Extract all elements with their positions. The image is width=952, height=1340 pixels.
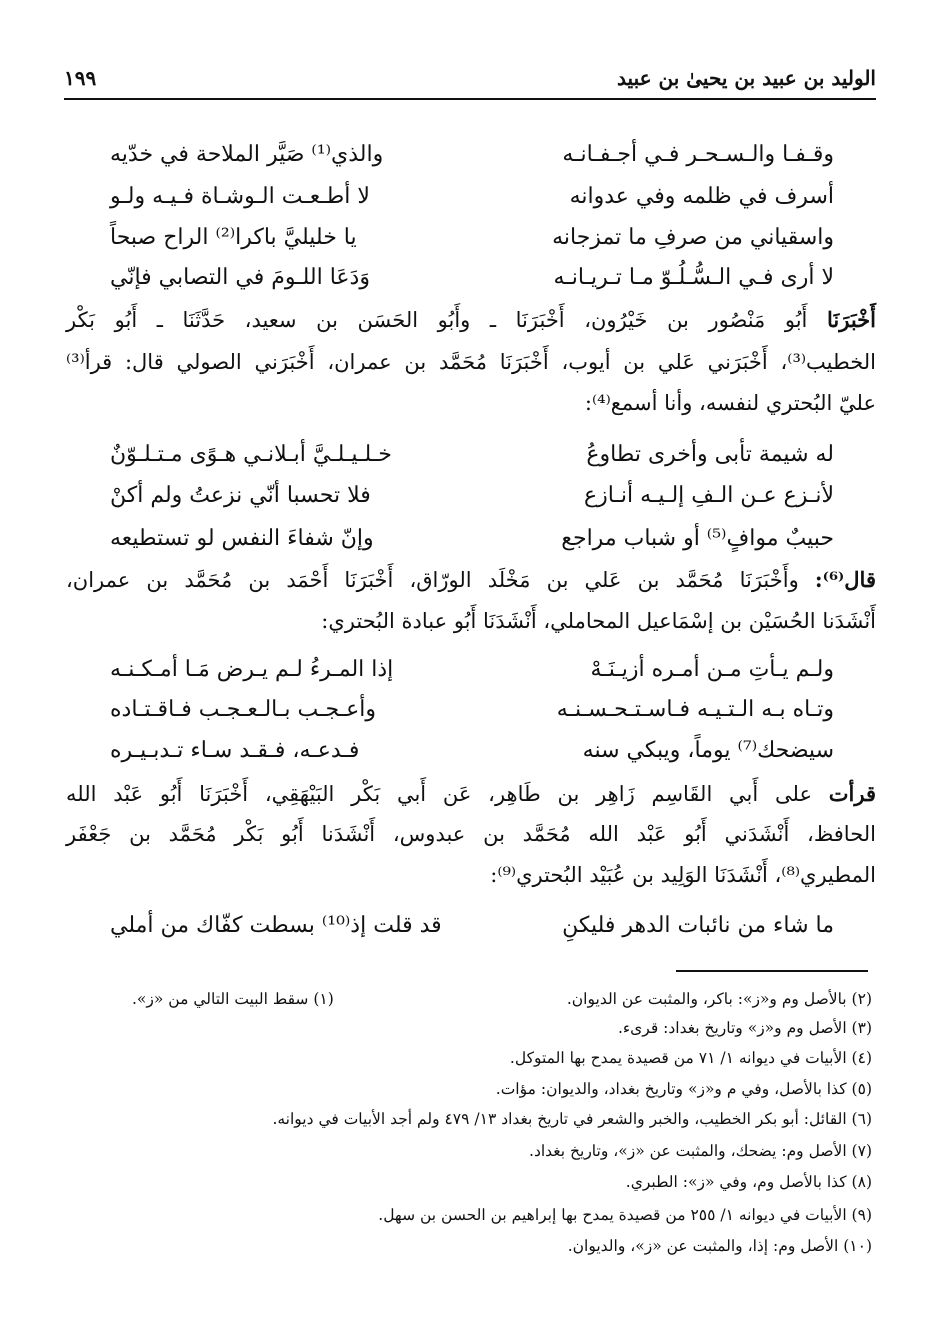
prose-text: على أَبي القَاسِم زَاهِر بن طَاهِر، عَن أَبي بَكْر البَيْهَقِي، أَخْبَرَنَا أَبُو عَبْد الله — [66, 782, 812, 806]
footnote: (٨) كذا بالأصل وم، وفي «ز»: الطبري. — [625, 1173, 872, 1191]
prose-line — [66, 561, 876, 599]
verse-second-hemistich: وقـفـا والـسـحـر فـي أجـفـانـه — [562, 141, 834, 167]
prose-line: أَنْشَدَنا الحُسَيْن بن إسْمَاعيل المحاملي، أَنْشَدَنَا أَبُو عبادة البُحتري: — [321, 609, 876, 633]
footnote: (٧) الأصل وم: يضحك، والمثبت عن «ز»، وتاريخ بغداد. — [529, 1142, 872, 1160]
verse-second-hemistich: سيضحك⁽⁷⁾ يوماً، ويبكي سنه — [582, 737, 834, 763]
prose-line: الحافظ، أَنْشَدَني أَبُو عَبْد الله مُحَمَّد بن عبدوس، أَنْشَدَنا أَبُو بَكْر مُحَمَّد بن جَعْفَر — [66, 822, 876, 846]
verse-first-hemistich: وأعـجـب بـالـعـجـب فـاقـتـاده — [110, 696, 377, 722]
verse-second-hemistich: واسقياني من صرفِ ما تمزجانه — [552, 224, 834, 250]
running-title: الوليد بن عبيد بن يحيىٰ بن عبيد — [617, 66, 876, 90]
verse-line — [110, 730, 834, 770]
footnote: (٢) بالأصل وم و«ز»: باكر، والمثبت عن الديوان. — [566, 990, 872, 1008]
running-header — [64, 60, 876, 96]
verse-first-hemistich: وإنّ شفاءَ النفس لو تستطيعه — [110, 525, 374, 551]
verse-first-hemistich: إذا المـرءُ لـم يـرض مَـا أمـكـنـه — [110, 656, 394, 682]
prose-line: عليّ البُحتري لنفسه، وأنا أسمع⁽⁴⁾: — [584, 391, 876, 415]
verse-line — [110, 649, 834, 689]
verse-line — [110, 518, 834, 558]
verse-line — [110, 689, 834, 729]
prose-text: أَبُو مَنْصُور بن خَيْرُون، أَخْبَرَنَا ـ وأَبُو الحَسَن بن سعيد، حَدَّثَنَا ـ أَبُو بَكْر — [66, 308, 808, 332]
verse-second-hemistich: حبيبٌ موافٍ⁽⁵⁾ أو شباب مراجع — [561, 525, 834, 551]
verse-second-hemistich: أسرف في ظلمه وفي عدوانه — [569, 183, 834, 209]
verse-second-hemistich: ما شاء من نائبات الدهر فليكنِ — [562, 912, 834, 938]
footnote: (٤) الأبيات في ديوانه ١/ ٧١ من قصيدة يمدح بها المتوكل. — [509, 1049, 872, 1067]
narration-keyword: أَخْبَرَنَا — [827, 307, 876, 332]
page-number: ١٩٩ — [64, 66, 97, 90]
verse-second-hemistich: له شيمة تأبى وأخرى تطاوعُ — [586, 441, 834, 467]
verse-first-hemistich: لا أطـعـت الـوشـاة فـيـه ولـو — [110, 183, 370, 209]
footnote-rule — [676, 970, 868, 972]
verse-first-hemistich: وَدَعَا اللـومَ في التصابي فإنّي — [110, 264, 370, 290]
footnote-row — [132, 987, 872, 1011]
footnote: (٩) الأبيات في ديوانه ١/ ٢٥٥ من قصيدة يمدح بها إبراهيم بن الحسن بن سهل. — [378, 1206, 872, 1224]
prose-line — [66, 775, 876, 813]
narration-keyword: قرأت — [828, 781, 876, 806]
footnote: (٥) كذا بالأصل، وفي م و«ز» وتاريخ بغداد، والديوان: مؤات. — [495, 1080, 872, 1098]
verse-first-hemistich: فلا تحسبا أنّي نزعتُ ولم أكنْ — [110, 482, 371, 508]
verse-second-hemistich: لأنـزع عـن الـفِ إلـيـه أنـازع — [584, 482, 834, 508]
footnote: (٣) الأصل وم و«ز» وتاريخ بغداد: قرىء. — [617, 1019, 872, 1037]
prose-line: المطيري⁽⁸⁾، أَنْشَدَنَا الوَلِيد بن عُبَيْد البُحتري⁽⁹⁾: — [490, 863, 876, 887]
verse-line — [110, 176, 834, 216]
verse-first-hemistich: خـلـيـلـيَّ أبـلانـي هـوًى مـتـلـوّنٌ — [110, 441, 392, 467]
verse-line — [110, 134, 834, 174]
narration-keyword: قال⁽⁶⁾: — [814, 567, 876, 592]
prose-line — [66, 301, 876, 339]
verse-first-hemistich: والذي⁽¹⁾ صَيَّر الملاحة في خدّيه — [110, 141, 384, 167]
footnote: (٦) القائل: أبو بكر الخطيب، والخبر والشعر في تاريخ بغداد ١٣/ ٤٧٩ ولم أجد الأبيات في ديوانه. — [272, 1110, 872, 1128]
verse-line — [110, 434, 834, 474]
verse-first-hemistich: يا خليليَّ باكرا⁽²⁾ الراح صبحاً — [110, 224, 357, 250]
verse-line — [110, 475, 834, 515]
prose-line: الخطيب⁽³⁾، أَخْبَرَني عَلي بن أيوب، أَخْبَرَنَا مُحَمَّد بن عمران، أَخْبَرَني الصولي قال: قرأ⁽³⁾ — [66, 350, 876, 374]
verse-line — [110, 905, 834, 945]
footnote: (١) سقط البيت التالي من «ز». — [132, 990, 334, 1008]
verse-first-hemistich: فـدعـه، فـقـد سـاء تـدبـيـره — [110, 737, 360, 763]
verse-line — [110, 257, 834, 297]
header-rule — [64, 98, 876, 100]
verse-second-hemistich: وتـاه بـه الـتـيـه فـاسـتـحـسـنـه — [556, 696, 834, 722]
verse-second-hemistich: لا أرى فـي الـسُّـلُـوّ مـا تـريـانـه — [553, 264, 834, 290]
verse-line — [110, 217, 834, 257]
prose-text: وأَخْبَرَنَا مُحَمَّد بن عَلي بن مَخْلَد الورّاق، أَخْبَرَنَا أَحْمَد بن مُحَمَّد بن عمران، — [66, 568, 799, 592]
verse-first-hemistich: قد قلت إذ⁽¹⁰⁾ بسطت كفّاك من أملي — [110, 912, 442, 938]
verse-second-hemistich: ولـم يـأتِ مـن أمـره أزيـنَـهْ — [590, 656, 834, 682]
footnote: (١٠) الأصل وم: إذا، والمثبت عن «ز»، والديوان. — [567, 1237, 872, 1255]
